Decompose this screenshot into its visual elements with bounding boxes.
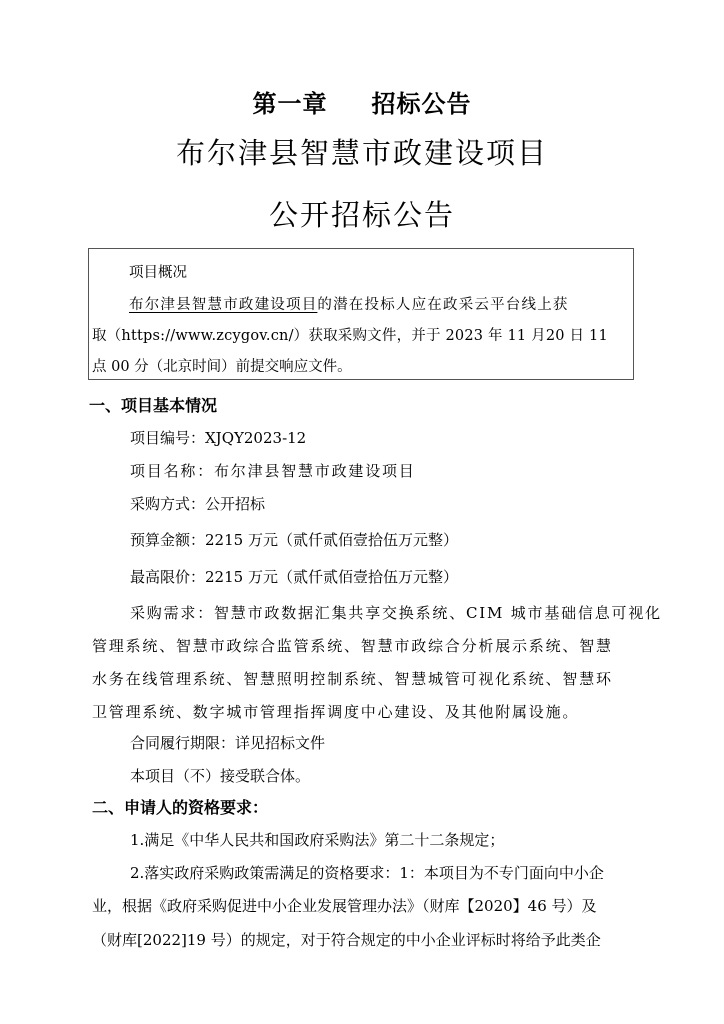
qualification-item-2-line-3: （财库[2022]19 号）的规定，对于符合规定的中小企业评标时将给予此类企 <box>92 931 601 949</box>
budget-amount: 预算金额：2215 万元（贰仟贰佰壹拾伍万元整） <box>130 531 458 549</box>
contract-period: 合同履行期限：详见招标文件 <box>130 734 326 752</box>
procurement-demand-line-3: 水务在线管理系统、智慧照明控制系统、智慧城管可视化系统、智慧环 <box>92 670 613 688</box>
max-price: 最高限价：2215 万元（贰仟贰佰壹拾伍万元整） <box>130 568 458 586</box>
qualification-item-2-line-2: 业，根据《政府采购促进中小企业发展管理办法》（财库【2020】46 号）及 <box>92 897 597 915</box>
overview-line-2: 取（https://www.zcygov.cn/）获取采购文件，并于 2023 年 11 月20 日 11 <box>92 328 608 344</box>
project-overview-box <box>88 248 634 380</box>
qualification-item-2-line-1: 2.落实政府采购政策需满足的资格要求：1：本项目为不专门面向中小企 <box>130 864 604 882</box>
overview-line-3: 点 00 分（北京时间）前提交响应文件。 <box>92 359 352 375</box>
procurement-demand-line-2: 管理系统、智慧市政综合监管系统、智慧市政综合分析展示系统、智慧 <box>92 637 613 655</box>
project-title: 布尔津县智慧市政建设项目 <box>175 136 548 170</box>
chapter-title: 招标公告 <box>371 90 472 118</box>
procurement-demand-line-1: 采购需求：智慧市政数据汇集共享交换系统、CIM 城市基础信息可视化 <box>130 604 662 622</box>
procurement-method: 采购方式：公开招标 <box>130 495 266 513</box>
section-1-title: 一、项目基本情况 <box>89 396 218 415</box>
project-name-link[interactable]: 布尔津县智慧市政建设项目 <box>129 297 318 313</box>
chapter-heading <box>0 84 724 119</box>
project-number: 项目编号：XJQY2023-12 <box>130 429 307 447</box>
notice-title: 公开招标公告 <box>268 198 455 232</box>
overview-line-1-text: 的潜在投标人应在政采云平台线上获 <box>317 297 569 313</box>
overview-line-1 <box>129 293 569 314</box>
consortium-note: 本项目（不）接受联合体。 <box>130 767 311 785</box>
qualification-item-1: 1.满足《中华人民共和国政府采购法》第二十二条规定； <box>130 831 505 849</box>
project-name: 项目名称：布尔津县智慧市政建设项目 <box>130 462 416 480</box>
overview-heading: 项目概况 <box>129 265 187 281</box>
section-2-title: 二、申请人的资格要求： <box>92 798 269 817</box>
chapter-number: 第一章 <box>252 90 328 118</box>
procurement-demand-line-4: 卫管理系统、数字城市管理指挥调度中心建设、及其他附属设施。 <box>92 703 580 721</box>
